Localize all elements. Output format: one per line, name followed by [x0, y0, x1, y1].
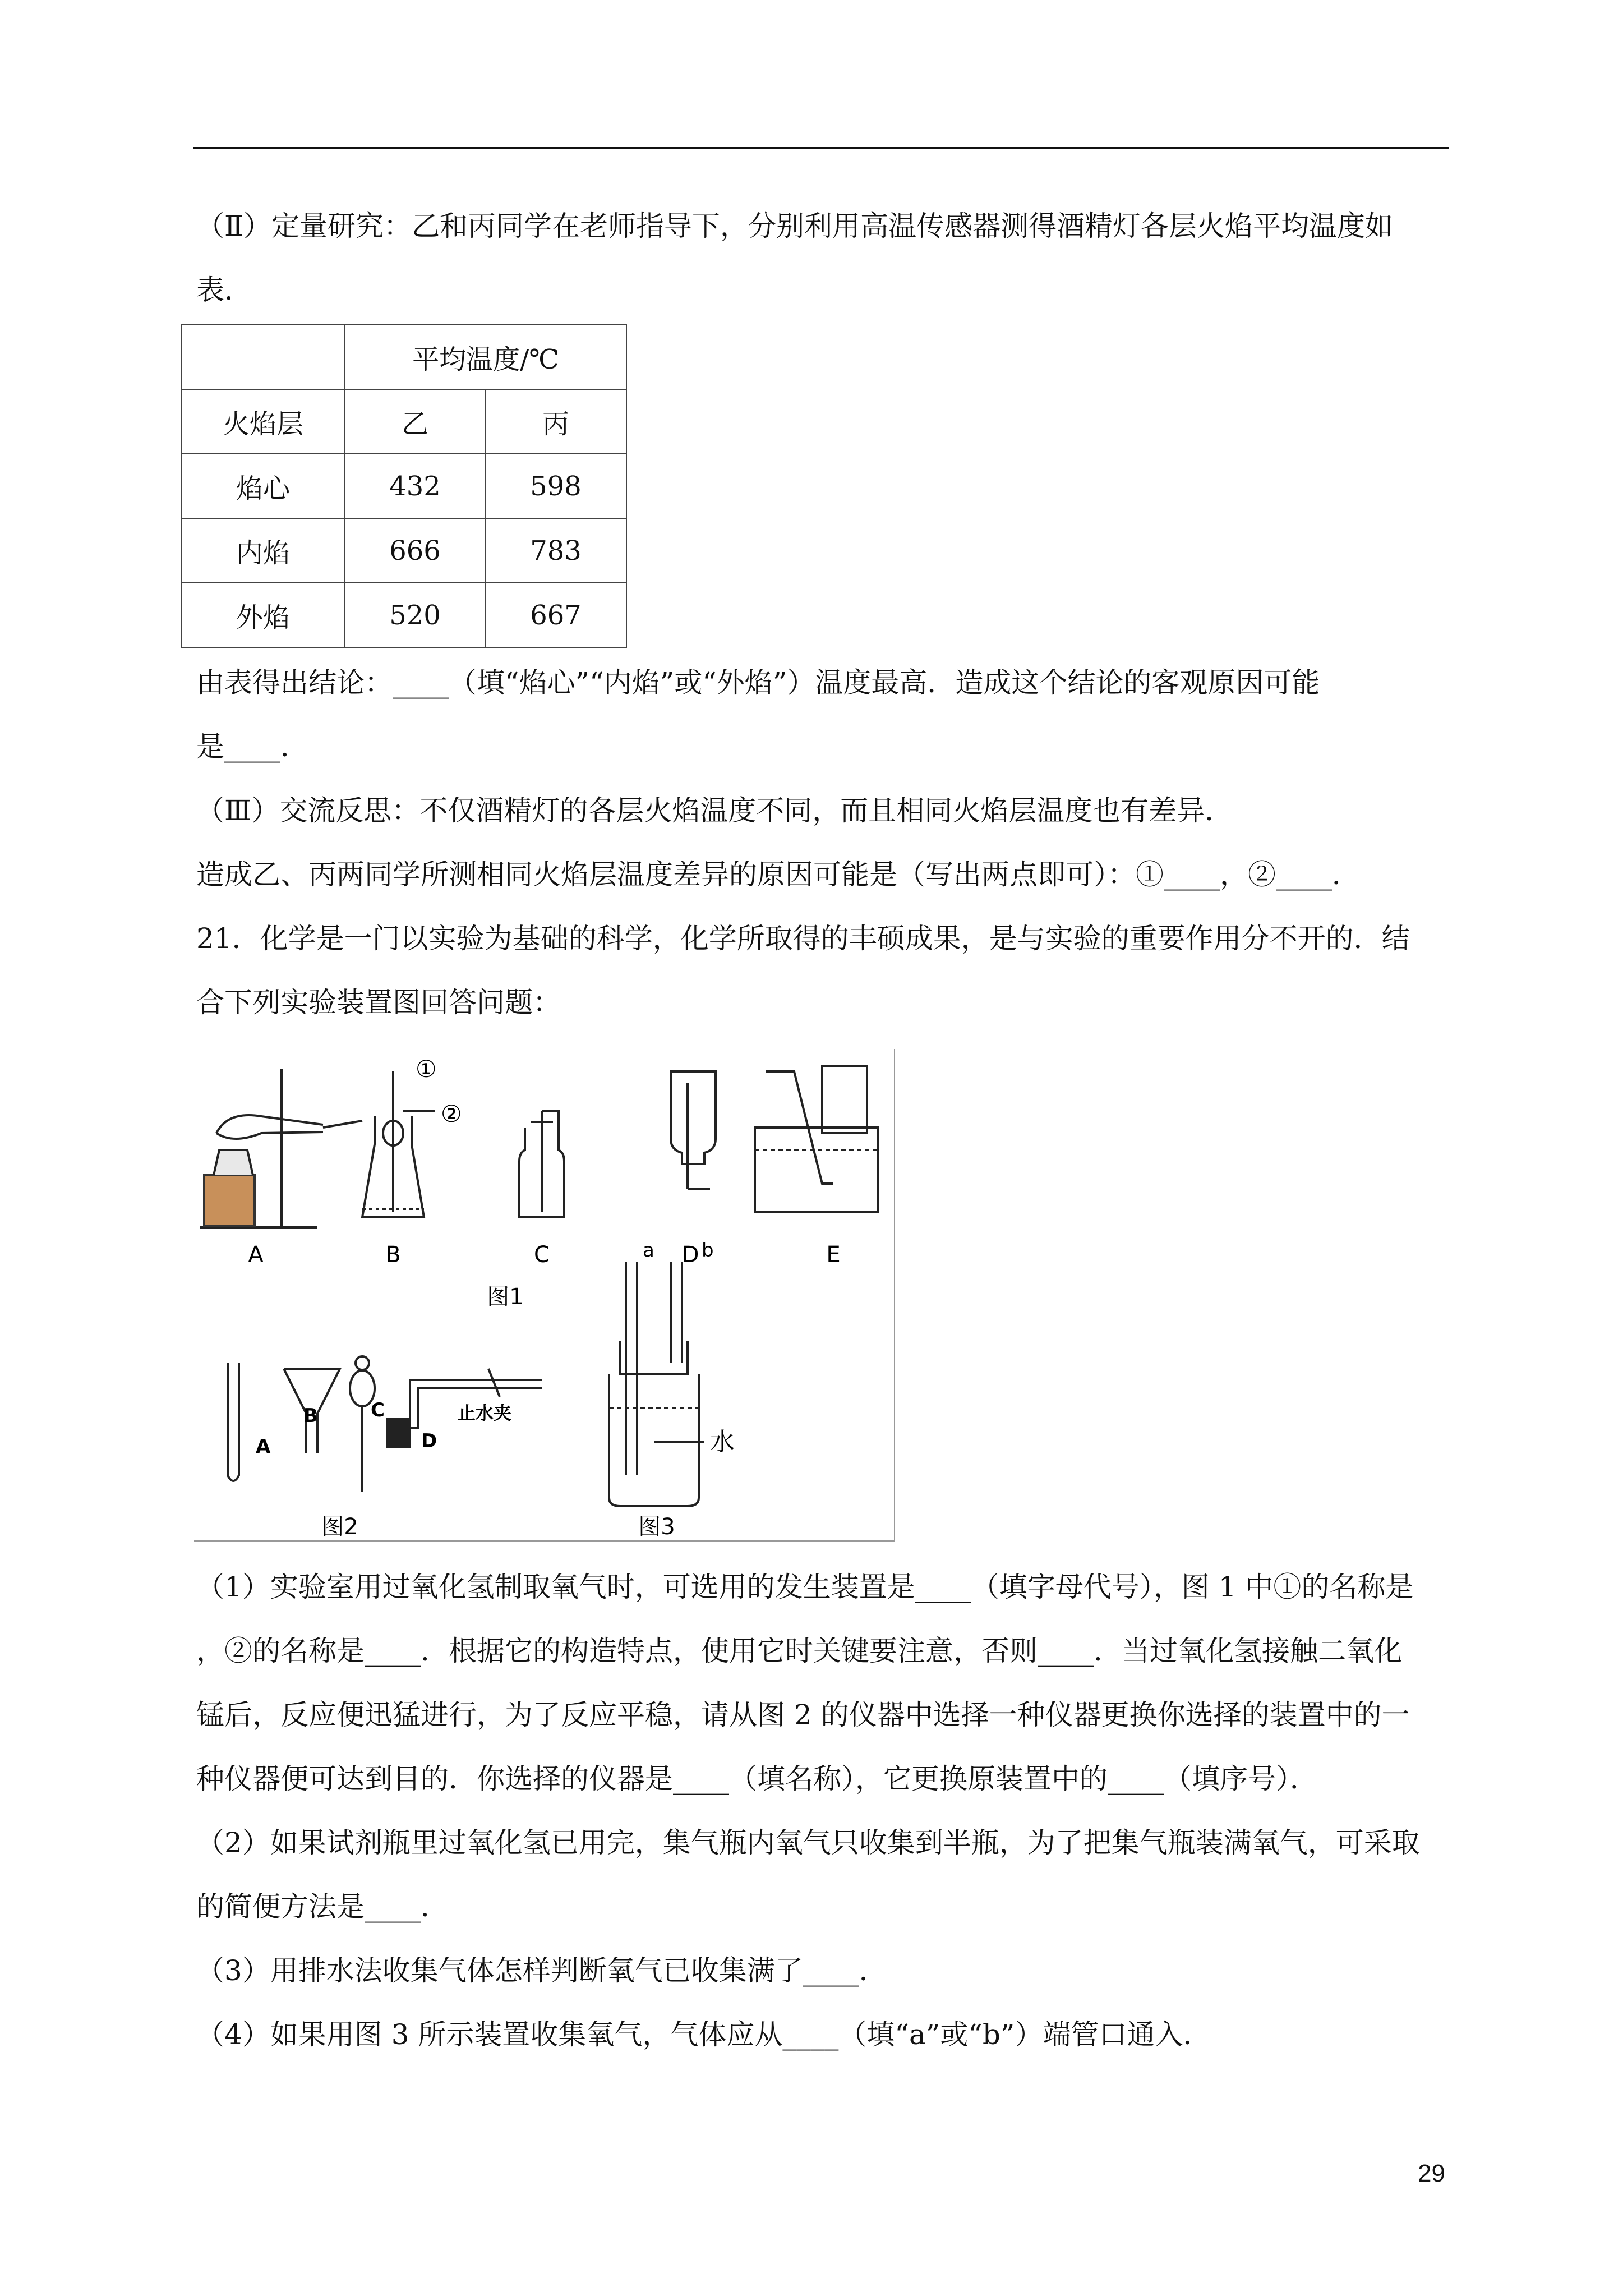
fig2-letter: D — [421, 1430, 437, 1452]
table-col-yi: 乙 — [345, 389, 485, 454]
text-line: 造成乙、丙两同学所测相同火焰层温度差异的原因可能是（写出两点即可）：①____，②____． — [196, 858, 1360, 891]
table-cell: 667 — [485, 583, 626, 647]
fig2-letter: A — [256, 1435, 271, 1458]
text-line: ，②的名称是____．根据它的构造特点，使用它时关键要注意，否则____．当过氧化氢接触二氧化 — [196, 1635, 1402, 1667]
circle-label-1: ① — [416, 1055, 437, 1083]
text-line: 21．化学是一门以实验为基础的科学，化学所取得的丰硕成果，是与实验的重要作用分不开的．结 — [196, 922, 1410, 955]
text-line: 表． — [196, 274, 252, 306]
table-cell: 焰心 — [181, 454, 345, 518]
fig3-port-b: b — [702, 1239, 714, 1262]
table-col-label: 火焰层 — [181, 389, 345, 454]
table-cell: 666 — [345, 518, 485, 583]
text-line: 是____． — [196, 730, 308, 763]
header-rule — [193, 147, 1449, 149]
table-cell: 783 — [485, 518, 626, 583]
table-cell: 外焰 — [181, 583, 345, 647]
table-cell: 内焰 — [181, 518, 345, 583]
text-line: 的简便方法是____． — [196, 1890, 449, 1923]
fig1-letter: D — [681, 1242, 699, 1268]
fig2-letter: C — [371, 1399, 385, 1421]
table-header: 平均温度/℃ — [345, 325, 626, 389]
fig1-letter: E — [826, 1242, 841, 1268]
clamp-label: 止水夹 — [458, 1402, 512, 1424]
fig1-letter: A — [248, 1242, 264, 1268]
temperature-table — [181, 324, 627, 648]
fig2-letter: B — [303, 1405, 318, 1427]
text-line: （3）用排水法收集气体怎样判断氧气已收集满了____． — [196, 1954, 887, 1987]
fig1-letter: B — [385, 1242, 401, 1268]
fig2-caption: 图2 — [321, 1514, 358, 1540]
text-line: 合下列实验装置图回答问题： — [196, 986, 561, 1019]
text-line: 种仪器便可达到目的．你选择的仪器是____（填名称），它更换原装置中的____（填序号）． — [196, 1763, 1318, 1795]
table-cell: 520 — [345, 583, 485, 647]
table-empty-cell — [181, 325, 345, 389]
text-line: （1）实验室用过氧化氢制取氧气时，可选用的发生装置是____（填字母代号），图 1 中①的名称是 — [196, 1571, 1414, 1603]
fig1-letter: C — [534, 1242, 550, 1268]
page-number: 29 — [1418, 2160, 1445, 2187]
fig3-caption: 图3 — [638, 1514, 675, 1540]
table-cell: 598 — [485, 454, 626, 518]
table-row — [181, 454, 626, 518]
table-cell: 432 — [345, 454, 485, 518]
table-row — [181, 583, 626, 647]
text-line: （4）如果用图 3 所示装置收集氧气，气体应从____（填“a”或“b”）端管口通入． — [196, 2018, 1211, 2051]
text-line: （Ⅲ）交流反思：不仅酒精灯的各层火焰温度不同，而且相同火焰层温度也有差异． — [196, 794, 1233, 827]
text-line: （2）如果试剂瓶里过氧化氢已用完，集气瓶内氧气只收集到半瓶，为了把集气瓶装满氧气，可采取 — [196, 1826, 1420, 1859]
table-row — [181, 518, 626, 583]
fig3-port-a: a — [643, 1239, 654, 1262]
water-label: 水 — [710, 1428, 735, 1456]
text-line: 锰后，反应便迅猛进行，为了反应平稳，请从图 2 的仪器中选择一种仪器更换你选择的装置中的一 — [196, 1699, 1410, 1731]
table-col-bing: 丙 — [485, 389, 626, 454]
fig1-caption: 图1 — [487, 1284, 524, 1310]
text-line: 由表得出结论：____（填“焰心”“内焰”或“外焰”）温度最高．造成这个结论的客观原因可能 — [196, 666, 1320, 699]
circle-label-2: ② — [441, 1100, 462, 1128]
apparatus-figure — [194, 1049, 895, 1542]
text-line: （Ⅱ）定量研究：乙和丙同学在老师指导下，分别利用高温传感器测得酒精灯各层火焰平均温度如 — [196, 210, 1393, 242]
